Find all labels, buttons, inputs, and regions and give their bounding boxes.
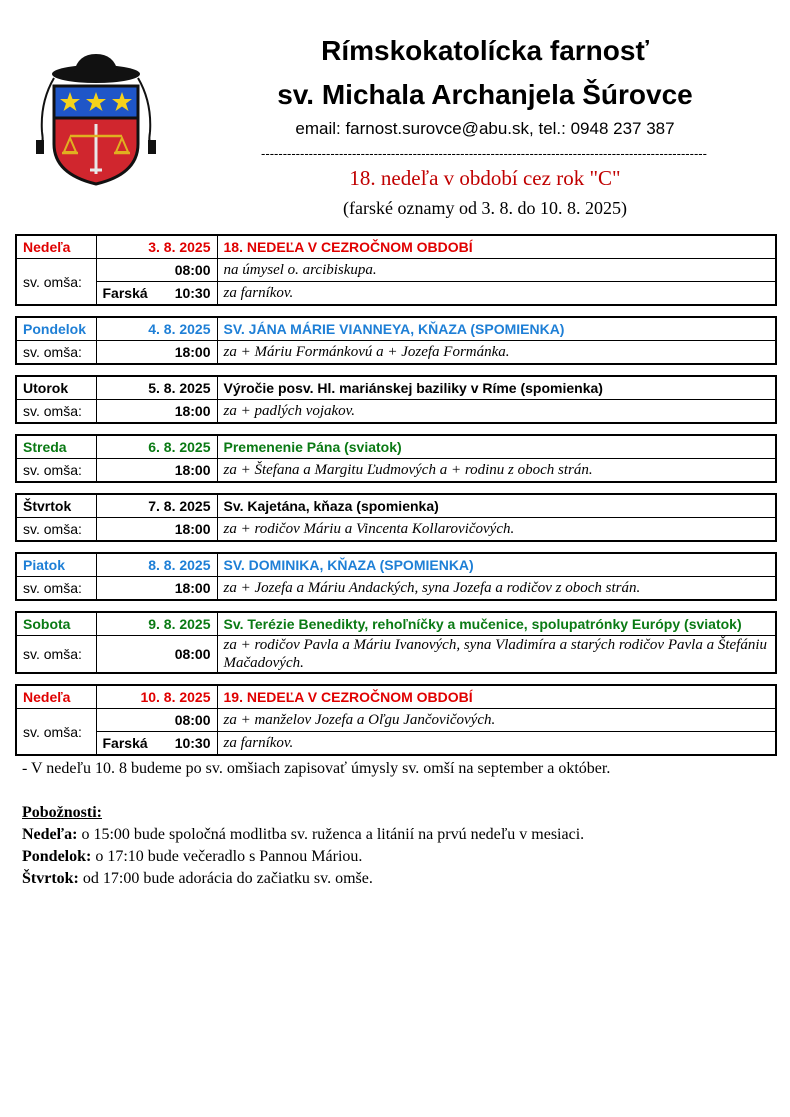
day-feast-title: Premenenie Pána (sviatok) — [217, 435, 776, 459]
mass-time-cell — [96, 400, 217, 424]
mass-intention: za farníkov. — [217, 732, 776, 756]
day-feast-title: Výročie posv. Hl. mariánskej baziliky v Ríme (spomienka) — [217, 376, 776, 400]
day-name: Nedeľa — [16, 235, 96, 259]
mass-time: 10:30 — [174, 285, 211, 301]
mass-time: 10:30 — [174, 735, 211, 751]
day-feast-title: 18. NEDEĽA V CEZROČNOM OBDOBÍ — [217, 235, 776, 259]
mass-label: sv. omša: — [16, 709, 96, 756]
mass-time-cell — [96, 518, 217, 542]
day-name: Sobota — [16, 612, 96, 636]
day-name: Piatok — [16, 553, 96, 577]
mass-time-cell — [96, 459, 217, 483]
mass-time: 18:00 — [174, 344, 211, 360]
day-spacer — [15, 601, 777, 611]
header — [0, 0, 790, 230]
mass-label: sv. omša: — [16, 259, 96, 306]
contact-line: email: farnost.surovce@abu.sk, tel.: 0948 237 387 — [295, 119, 675, 138]
sunday-title: 18. nedeľa v období cez rok "C" — [349, 166, 621, 190]
mass-label: sv. omša: — [16, 577, 96, 601]
mass-intention: za + rodičov Máriu a Vincenta Kollarovičových. — [217, 518, 776, 542]
mass-time: 08:00 — [174, 712, 211, 728]
mass-label: sv. omša: — [16, 518, 96, 542]
announcements-date-range: (farské oznamy od 3. 8. do 10. 8. 2025) — [343, 198, 627, 218]
day-spacer — [15, 306, 777, 316]
mass-time-cell — [96, 709, 217, 732]
mass-time-cell — [96, 577, 217, 601]
day-block — [15, 611, 777, 674]
devotion-day: Nedeľa: — [22, 826, 78, 843]
day-block — [15, 375, 777, 424]
mass-time: 18:00 — [174, 580, 211, 596]
mass-intention: za + padlých vojakov. — [217, 400, 776, 424]
notes-section — [22, 758, 772, 890]
day-spacer — [15, 542, 777, 552]
mass-time-cell — [96, 341, 217, 365]
day-spacer — [15, 424, 777, 434]
day-feast-title: SV. DOMINIKA, KŇAZA (SPOMIENKA) — [217, 553, 776, 577]
day-block — [15, 493, 777, 542]
devotion-item — [22, 846, 772, 868]
day-feast-title: SV. JÁNA MÁRIE VIANNEYA, KŇAZA (SPOMIENKA) — [217, 317, 776, 341]
parish-title: Rímskokatolícka farnosť — [321, 35, 649, 66]
day-feast-title: Sv. Terézie Benedikty, rehoľníčky a mučenice, spolupatrónky Európy (sviatok) — [217, 612, 776, 636]
mass-time: 18:00 — [174, 403, 211, 419]
mass-time-cell — [96, 636, 217, 674]
day-name: Štvrtok — [16, 494, 96, 518]
mass-time-cell — [96, 732, 217, 756]
announcement-text: - V nedeľu 10. 8 budeme po sv. omšiach zapisovať úmysly sv. omší na september a október. — [22, 760, 611, 777]
day-feast-title: Sv. Kajetána, kňaza (spomienka) — [217, 494, 776, 518]
devotions-heading: Pobožnosti: — [22, 804, 102, 821]
mass-time-cell — [96, 282, 217, 306]
mass-time: 18:00 — [174, 462, 211, 478]
mass-intention: na úmysel o. arcibiskupa. — [217, 259, 776, 282]
devotion-day: Pondelok: — [22, 848, 92, 865]
day-spacer — [15, 365, 777, 375]
mass-time: 08:00 — [174, 646, 211, 662]
parish-subtitle: sv. Michala Archanjela Šúrovce — [277, 79, 693, 110]
mass-place: Farská — [102, 285, 148, 301]
day-date: 4. 8. 2025 — [96, 317, 217, 341]
day-feast-title: 19. NEDEĽA V CEZROČNOM OBDOBÍ — [217, 685, 776, 709]
day-block — [15, 316, 777, 365]
day-block — [15, 552, 777, 601]
mass-intention: za farníkov. — [217, 282, 776, 306]
day-block — [15, 684, 777, 756]
day-block — [15, 434, 777, 483]
day-name: Utorok — [16, 376, 96, 400]
mass-time: 18:00 — [174, 521, 211, 537]
devotion-item — [22, 868, 772, 890]
weekly-schedule — [15, 234, 777, 756]
day-block — [15, 234, 777, 306]
day-spacer — [15, 483, 777, 493]
day-date: 9. 8. 2025 — [96, 612, 217, 636]
mass-intention: za + rodičov Pavla a Máriu Ivanových, syna Vladimíra a starých rodičov Pavla a Štefániu Mačadových. — [217, 636, 776, 674]
devotion-text: o 15:00 bude spoločná modlitba sv. ruženca a litánií na prvú nedeľu v mesiaci. — [77, 826, 585, 843]
day-date: 6. 8. 2025 — [96, 435, 217, 459]
devotion-text: o 17:10 bude večeradlo s Pannou Máriou. — [91, 848, 363, 865]
day-date: 3. 8. 2025 — [96, 235, 217, 259]
parish-coat-of-arms-icon — [32, 52, 160, 187]
mass-time-cell — [96, 259, 217, 282]
mass-label: sv. omša: — [16, 459, 96, 483]
day-name: Nedeľa — [16, 685, 96, 709]
mass-label: sv. omša: — [16, 400, 96, 424]
mass-place: Farská — [102, 735, 148, 751]
day-date: 5. 8. 2025 — [96, 376, 217, 400]
day-name: Streda — [16, 435, 96, 459]
mass-time: 08:00 — [174, 262, 211, 278]
mass-intention: za + Máriu Formánkovú a + Jozefa Formánka. — [217, 341, 776, 365]
day-date: 7. 8. 2025 — [96, 494, 217, 518]
mass-label: sv. omša: — [16, 341, 96, 365]
day-spacer — [15, 674, 777, 684]
mass-intention: za + manželov Jozefa a Oľgu Jančovičových. — [217, 709, 776, 732]
devotion-day: Štvrtok: — [22, 870, 79, 887]
day-name: Pondelok — [16, 317, 96, 341]
header-divider: ------------------------------------------------------------------------------------------------------- — [261, 146, 707, 161]
day-date: 10. 8. 2025 — [96, 685, 217, 709]
day-date: 8. 8. 2025 — [96, 553, 217, 577]
mass-label: sv. omša: — [16, 636, 96, 674]
mass-intention: za + Jozefa a Máriu Andackých, syna Jozefa a rodičov z oboch strán. — [217, 577, 776, 601]
mass-intention: za + Štefana a Margitu Ľudmových a + rodinu z oboch strán. — [217, 459, 776, 483]
devotion-text: od 17:00 bude adorácia do začiatku sv. omše. — [78, 870, 373, 887]
devotion-item — [22, 824, 772, 846]
